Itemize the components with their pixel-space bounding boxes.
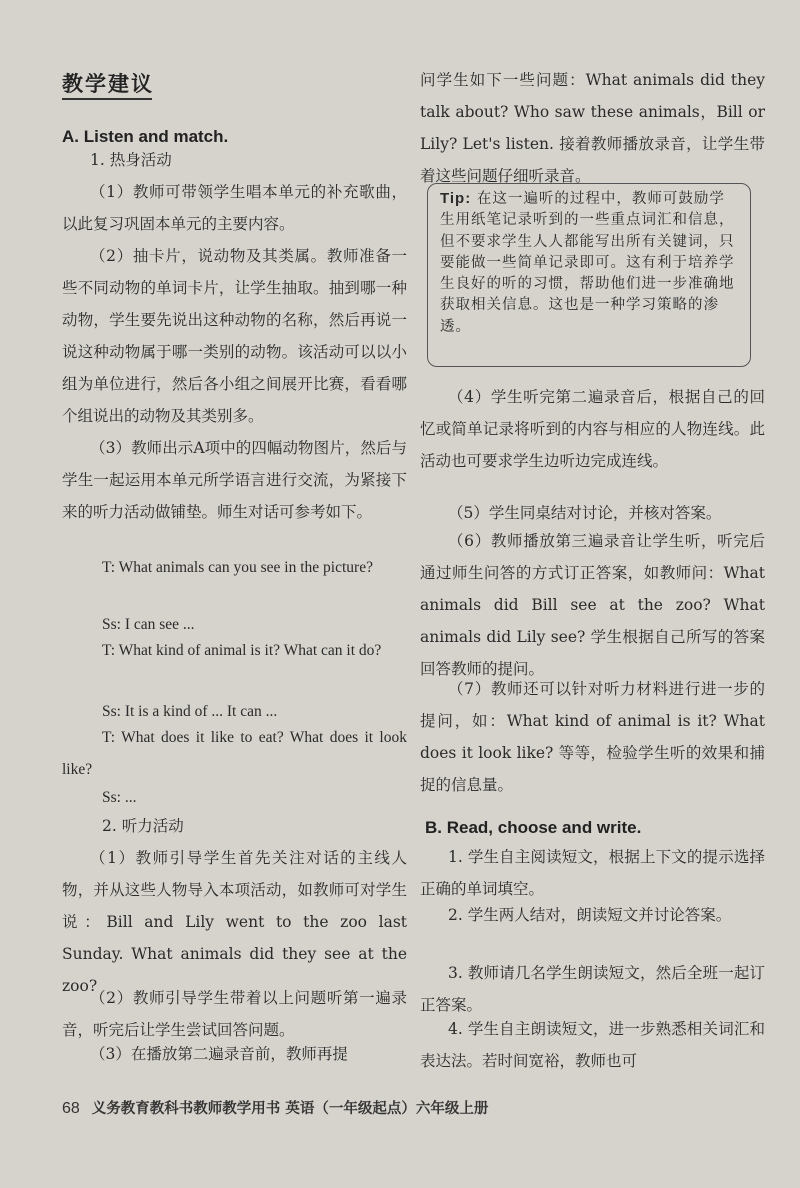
paragraph-listen-7: （7）教师还可以针对听力材料进行进一步的提问，如：What kind of animal is it? What does it look like? 等等，检验学生听的效果和捕捉的信息量。 — [420, 680, 765, 794]
paragraph-listen-3a: （3）在播放第二遍录音前，教师再提 — [90, 1045, 348, 1063]
paragraph-read-2: 2. 学生两人结对，朗读短文并讨论答案。 — [448, 906, 732, 924]
listening-title: 2. 听力活动 — [102, 817, 184, 835]
dialogue-line: Ss: I can see ... — [102, 616, 195, 633]
paragraph-listen-1: （1）教师引导学生首先关注对话的主线人物，并从这些人物导入本项活动，如教师可对学生说：Bill and Lily went to the zoo last Sunday. What animals did they see at the zoo? — [62, 849, 407, 995]
paragraph-read-1: 1. 学生自主阅读短文，根据上下文的提示选择正确的单词填空。 — [420, 848, 765, 898]
section-a-title: A. Listen and match. — [62, 127, 229, 146]
page-footer — [62, 1097, 488, 1118]
paragraph-read-3: 3. 教师请几名学生朗读短文，然后全班一起订正答案。 — [420, 964, 765, 1014]
dialogue-line: Ss: It is a kind of ... It can ... — [102, 703, 278, 720]
page-number: 68 — [62, 1100, 80, 1117]
paragraph-warmup-1: （1）教师可带领学生唱本单元的补充歌曲，以此复习巩固本单元的主要内容。 — [62, 183, 407, 233]
book-title: 义务教育教科书教师教学用书 英语（一年级起点）六年级上册 — [91, 1101, 489, 1117]
tip-label: Tip: — [440, 190, 472, 207]
tip-text: 在这一遍听的过程中，教师可鼓励学生用纸笔记录听到的一些重点词汇和信息，但不要求学生人人都能写出所有关键词，只要能做一些简单记录即可。这有利于培养学生良好的听的习惯，帮助他们进一步准确地获取相关信息。这也是一种学习策略的渗透。 — [440, 191, 735, 335]
dialogue-line: T: What kind of animal is it? What can it do? — [102, 642, 382, 659]
section-b-title: B. Read, choose and write. — [425, 818, 642, 837]
dialogue-line: T: What animals can you see in the picture? — [102, 559, 373, 576]
tip-content — [440, 188, 740, 338]
paragraph-listen-3b: 问学生如下一些问题：What animals did they talk about? Who saw these animals，Bill or Lily? Let's listen. 接着教师播放录音，让学生带着这些问题仔细听录音。 — [420, 71, 765, 185]
section-heading: 教学建议 — [62, 72, 154, 96]
paragraph-listen-4: （4）学生听完第二遍录音后，根据自己的回忆或简单记录将听到的内容与相应的人物连线。此活动也可要求学生边听边完成连线。 — [420, 388, 765, 470]
paragraph-read-4: 4. 学生自主朗读短文，进一步熟悉相关词汇和表达法。若时间宽裕，教师也可 — [420, 1020, 765, 1070]
paragraph-listen-6: （6）教师播放第三遍录音让学生听，听完后通过师生问答的方式订正答案，如教师问：What animals did Bill see at the zoo? What animals did Lily see? 学生根据自己所写的答案回答教师的提问。 — [420, 532, 765, 678]
paragraph-warmup-3: （3）教师出示A项中的四幅动物图片，然后与学生一起运用本单元所学语言进行交流，为紧接下来的听力活动做铺垫。师生对话可参考如下。 — [62, 439, 407, 521]
heading-underline — [62, 98, 152, 100]
warmup-title: 1. 热身活动 — [90, 151, 172, 169]
dialogue-line: Ss: ... — [102, 789, 137, 806]
dialogue-line: T: What does it like to eat? What does it look like? — [62, 729, 407, 778]
paragraph-warmup-2: （2）抽卡片，说动物及其类属。教师准备一些不同动物的单词卡片，让学生抽取。抽到哪一种动物，学生要先说出这种动物的名称，然后再说一说这种动物属于哪一类别的动物。该活动可以以小组为单位进行，然后各小组之间展开比赛，看看哪个组说出的动物及其类别多。 — [62, 247, 407, 425]
paragraph-listen-2: （2）教师引导学生带着以上问题听第一遍录音，听完后让学生尝试回答问题。 — [62, 989, 407, 1039]
paragraph-listen-5: （5）学生同桌结对讨论，并核对答案。 — [448, 504, 722, 522]
